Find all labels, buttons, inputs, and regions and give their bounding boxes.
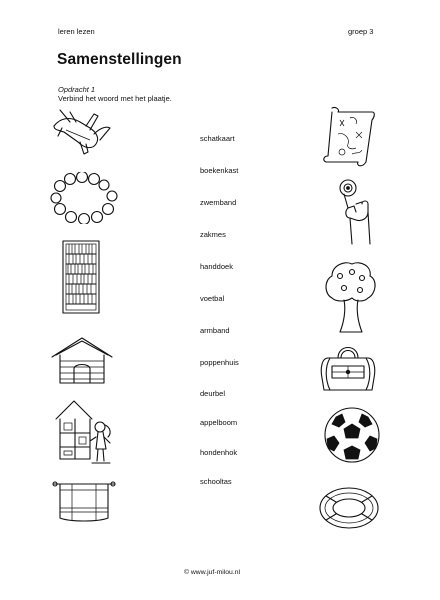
footer-credit: © www.juf-milou.nl xyxy=(184,569,240,576)
dollhouse-icon[interactable] xyxy=(52,397,118,469)
word-item[interactable]: poppenhuis xyxy=(200,358,239,367)
subject-label: leren lezen xyxy=(58,27,95,36)
word-item[interactable]: armband xyxy=(200,326,230,335)
word-item[interactable]: voetbal xyxy=(200,294,225,303)
football-icon[interactable] xyxy=(322,405,382,465)
word-item[interactable]: schatkaart xyxy=(200,134,235,143)
pocket-knife-icon[interactable] xyxy=(50,108,114,158)
word-item[interactable]: zwemband xyxy=(200,198,237,207)
word-item[interactable]: schooltas xyxy=(200,477,232,486)
word-item[interactable]: appelboom xyxy=(200,418,238,427)
treasure-map-icon[interactable] xyxy=(322,104,378,170)
dog-kennel-icon[interactable] xyxy=(50,335,114,387)
grade-label: groep 3 xyxy=(348,27,374,36)
word-item[interactable]: hondenhok xyxy=(200,448,238,457)
task-instruction: Verbind het woord met het plaatje. xyxy=(58,94,172,103)
word-item[interactable]: boekenkast xyxy=(200,166,239,175)
word-item[interactable]: deurbel xyxy=(200,389,226,398)
bookcase-icon[interactable] xyxy=(60,238,102,316)
swim-ring-icon[interactable] xyxy=(318,486,380,530)
page-title: Samenstellingen xyxy=(57,51,182,68)
towel-icon[interactable] xyxy=(52,478,116,528)
doorbell-icon[interactable] xyxy=(334,178,380,250)
school-bag-icon[interactable] xyxy=(318,340,378,396)
bracelet-icon[interactable] xyxy=(48,172,120,224)
task-label: Opdracht 1 xyxy=(58,85,96,94)
word-item[interactable]: handdoek xyxy=(200,262,233,271)
word-item[interactable]: zakmes xyxy=(200,230,226,239)
apple-tree-icon[interactable] xyxy=(322,258,378,336)
